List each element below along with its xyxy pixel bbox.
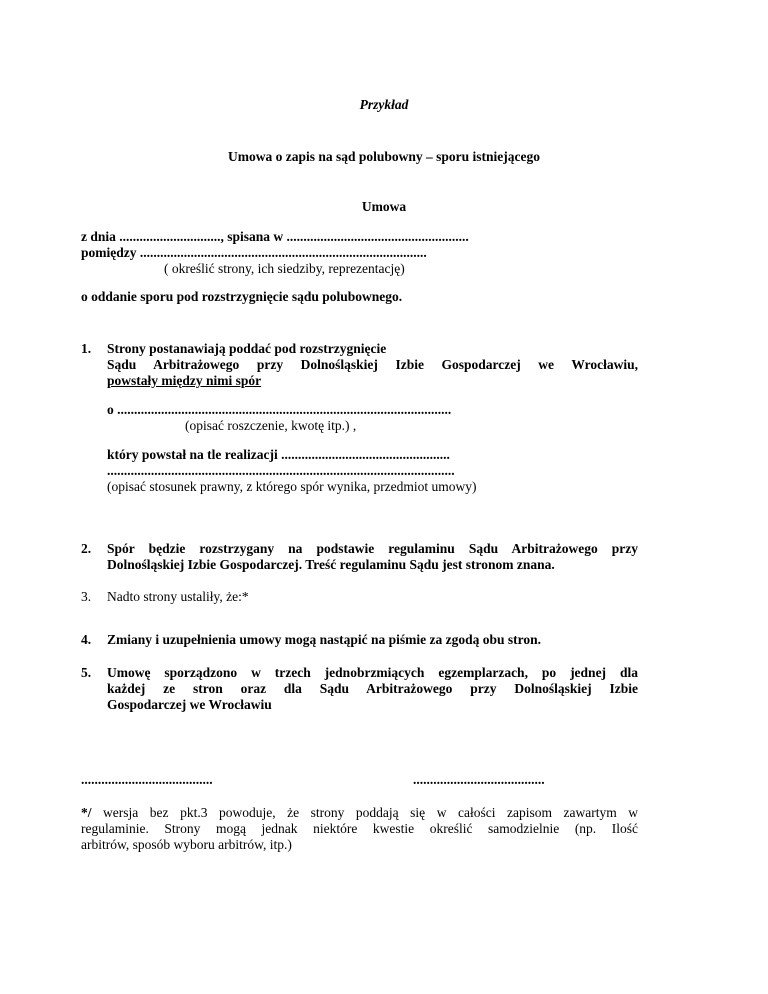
point-1-note-2: (opisać stosunek prawny, z którego spór wynika, przedmiot umowy) bbox=[107, 479, 477, 494]
footnote-line-2: regulaminie. Strony mogą jednak niektóre kwestie określić samodzielnie (np. Ilość bbox=[81, 821, 638, 836]
point-4-line-1: Zmiany i uzupełnienia umowy mogą nastąpić na piśmie za zgodą obu stron. bbox=[107, 632, 542, 647]
parties-line: pomiędzy ..................................................................................... bbox=[81, 245, 427, 260]
point-1-line-4: który powstał na tle realizacji .................................................. bbox=[107, 447, 450, 462]
point-5-line-2: każdej ze stron oraz dla Sądu Arbitrażowego przy Dolnośląskiej Izbie bbox=[107, 681, 638, 696]
document-subtitle: Umowa bbox=[361, 199, 407, 214]
signature-line-right: ....................................... bbox=[413, 772, 545, 787]
signature-line-left: ....................................... bbox=[81, 772, 213, 787]
point-3-number: 3. bbox=[81, 589, 92, 604]
footnote-mark: */ bbox=[81, 805, 92, 820]
point-5-line-3: Gospodarczej we Wrocławiu bbox=[107, 697, 272, 712]
parties-note: ( określić strony, ich siedziby, reprezentację) bbox=[164, 261, 405, 276]
footnote-line-1 bbox=[81, 805, 638, 821]
point-2-number: 2. bbox=[81, 541, 92, 556]
point-5-line-1: Umowę sporządzono w trzech jednobrzmiących egzemplarzach, po jednej dla bbox=[107, 665, 638, 680]
footnote-line-3: arbitrów, sposób wyboru arbitrów, itp.) bbox=[81, 837, 292, 852]
point-5-number: 5. bbox=[81, 665, 92, 680]
point-1-dots-2: ....................................................................................................... bbox=[107, 463, 455, 478]
point-1-dots-1: o ................................................................................................... bbox=[107, 402, 452, 417]
point-1-number: 1. bbox=[81, 341, 92, 356]
date-place-line: z dnia .............................., spisana w ...................................................... bbox=[81, 229, 469, 244]
purpose-line: o oddanie sporu pod rozstrzygnięcie sądu polubownego. bbox=[81, 289, 403, 304]
point-1-line-1: Strony postanawiają poddać pod rozstrzygnięcie bbox=[107, 341, 387, 356]
point-1-line-3: powstały między nimi spór bbox=[107, 373, 262, 388]
point-2-line-2: Dolnośląskiej Izbie Gospodarczej. Treść regulaminu Sądu jest stronom znana. bbox=[107, 557, 555, 572]
footnote-text-1: wersja bez pkt.3 powoduje, że strony poddają się w całości zapisom zawartym w bbox=[91, 805, 638, 820]
point-1-note-1: (opisać roszczenie, kwotę itp.) , bbox=[185, 418, 357, 433]
heading-example: Przykład bbox=[359, 97, 409, 112]
point-3-line-1: Nadto strony ustaliły, że:* bbox=[107, 589, 249, 604]
point-1-line-2: Sądu Arbitrażowego przy Dolnośląskiej Izbie Gospodarczej we Wrocławiu, bbox=[107, 357, 638, 372]
point-4-number: 4. bbox=[81, 632, 92, 647]
document-title: Umowa o zapis na sąd polubowny – sporu istniejącego bbox=[227, 149, 541, 164]
point-2-line-1: Spór będzie rozstrzygany na podstawie regulaminu Sądu Arbitrażowego przy bbox=[107, 541, 638, 556]
